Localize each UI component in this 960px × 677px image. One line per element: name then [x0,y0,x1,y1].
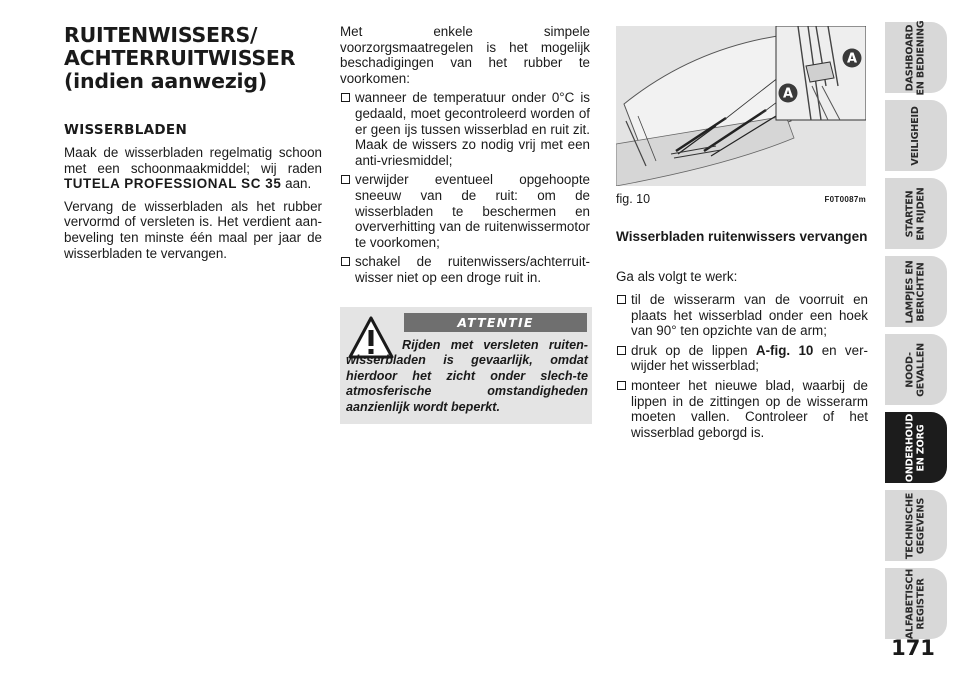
paragraph-replace: Vervang de wisserbladen als het rubber vervormd of versleten is. Het verdient aan-beveling ten minste één maal per jaar de wisserbladen te vervangen. [64,198,322,261]
warning-badge: ATTENTIE [404,313,587,332]
wiper-illustration [616,26,866,186]
warning-box [340,307,592,424]
list-item [340,90,590,168]
checkbox-bullet-icon [341,257,350,266]
list-item-text: wanneer de temperatuur onder 0°C is gedaald, moet gecontroleerd worden of er geen ijs tussen wisserblad en ruit zit. Maak de wissers zo nodig vrij met een anti-vriesmiddel; [355,90,590,168]
paragraph-cleaning [64,145,322,192]
precautions-intro: Met enkele simpele voorzorgsmaatregelen is het mogelijk beschadigingen van het rubber te voorkomen: [340,24,590,86]
right-column [616,229,868,440]
checkbox-bullet-icon [341,175,350,184]
tab-starten[interactable]: STARTEN EN RIJDEN [885,178,947,249]
tab-noodgevallen[interactable]: NOOD- GEVALLEN [885,334,947,405]
tab-technische-gegevens[interactable]: TECHNISCHE GEGEVENS [885,490,947,561]
product-name: TUTELA PROFESSIONAL SC 35 [64,176,282,192]
figure-wiper-illustration [616,26,866,186]
list-item-text: en ver-wijder het wisserblad; [631,342,868,374]
warning-text-content: Rijden met versleten ruiten-wisserbladen is gevaarlijk, omdat hierdoor het zicht onder slech-te atmosferische omstandigheden aanzienlijk wordt beperkt. [346,338,588,414]
callout-label: A [782,86,794,102]
title-line-2: ACHTERRUITWISSER [64,46,296,70]
list-item [340,254,590,285]
tab-lampjes[interactable]: LAMPJES EN BERICHTEN [885,256,947,327]
tab-register[interactable]: ALFABETISCH REGISTER [885,568,947,639]
figure-reference: A-fig. 10 [755,342,814,358]
tab-onderhoud[interactable]: ONDERHOUD EN ZORG [885,412,947,483]
checkbox-bullet-icon [617,346,626,355]
checkbox-bullet-icon [617,295,626,304]
list-item-text: verwijder eventueel opgehoopte sneeuw van de ruit: om de wisserbladen te beschermen en oververhitting van de ruitenwissermotor te voorkomen; [355,172,590,250]
list-item [340,172,590,250]
paragraph-cleaning-end: aan. [285,176,312,192]
list-item-text: druk op de lippen [631,342,748,358]
warning-text [346,338,588,415]
figure-caption [616,192,866,206]
list-item [616,378,868,440]
list-item-text: schakel de ruitenwissers/achterruit-wisser niet op een droge ruit in. [355,254,590,285]
checkbox-bullet-icon [341,93,350,102]
page-number: 171 [891,636,935,660]
tab-veiligheid[interactable]: VEILIGHEID [885,100,947,171]
figure-code: F0T0087m [824,195,866,204]
replace-intro: Ga als volgt te werk: [616,269,738,284]
title-line-1: RUITENWISSERS/ [64,23,258,47]
middle-column [340,24,590,286]
tab-dashboard[interactable]: DASHBOARD EN BEDIENING [885,22,947,93]
callout-label: A [846,51,858,67]
list-item [616,343,868,374]
list-item-text: monteer het nieuwe blad, waarbij de lippen in de zittingen op de wisserarm moeten vallen. Controleer of het wisserblad geborgd is. [631,377,868,440]
checkbox-bullet-icon [617,381,626,390]
section-title [64,24,322,93]
paragraph-cleaning-text: Maak de wisserbladen regelmatig schoon met een schoonmaakmiddel; wij raden [64,145,322,176]
list-item [616,292,868,339]
left-column [64,24,322,261]
figure-label: fig. 10 [616,192,651,206]
title-line-3: (indien aanwezig) [64,69,268,93]
replace-heading: Wisserbladen ruitenwissers vervangen [616,229,868,244]
subsection-title: WISSERBLADEN [64,122,188,138]
list-item-text: til de wisserarm van de voorruit en plaats het wisserblad onder een hoek van 90° ten opzichte van de arm; [631,292,868,339]
